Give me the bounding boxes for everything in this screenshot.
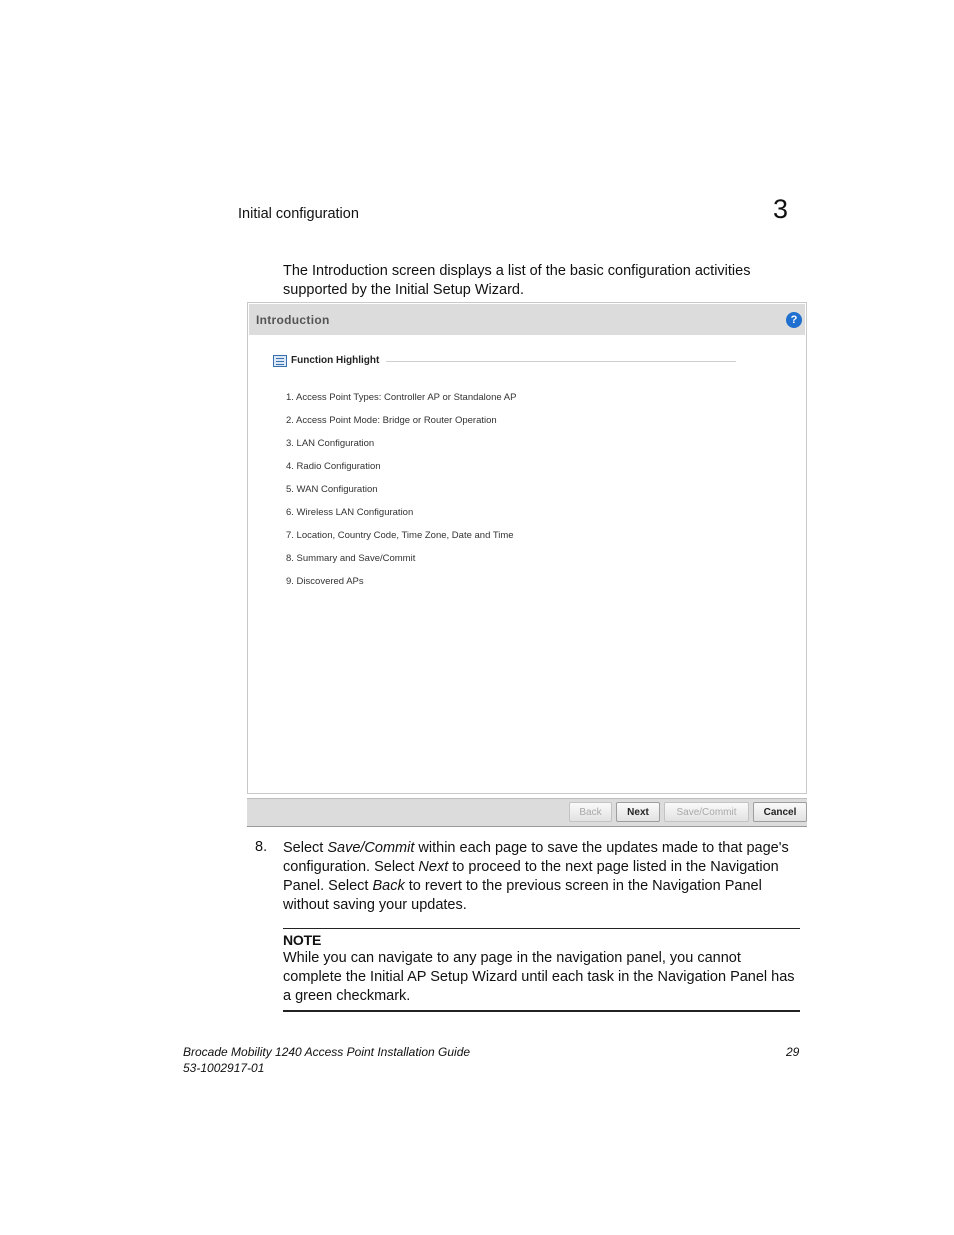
step-number: 8. bbox=[255, 839, 268, 855]
list-item: 1. Access Point Types: Controller AP or Standalone AP bbox=[286, 392, 517, 403]
wizard-titlebar bbox=[249, 304, 805, 335]
section-divider bbox=[386, 361, 736, 362]
list-item: 9. Discovered APs bbox=[286, 576, 364, 587]
intro-paragraph: The Introduction screen displays a list of the basic configuration activities supported by the Initial Setup Wizard. bbox=[283, 263, 751, 298]
step-emphasis: Save/Commit bbox=[327, 840, 415, 856]
function-highlight-label: Function Highlight bbox=[291, 355, 380, 366]
save-commit-button[interactable]: Save/Commit bbox=[664, 802, 749, 822]
wizard-screenshot bbox=[247, 302, 807, 826]
step-text: within each page to save the updates made to that page's configuration. Select bbox=[283, 840, 789, 875]
section-header: Initial configuration bbox=[238, 206, 359, 222]
list-item: 5. WAN Configuration bbox=[286, 484, 378, 495]
help-icon[interactable]: ? bbox=[786, 312, 802, 328]
step-emphasis: Back bbox=[372, 878, 405, 894]
step-text: Select bbox=[283, 840, 328, 856]
note-top-rule bbox=[283, 928, 800, 929]
next-button[interactable]: Next bbox=[616, 802, 660, 822]
cancel-button[interactable]: Cancel bbox=[753, 802, 807, 822]
wizard-frame bbox=[247, 302, 807, 794]
footer-doc-number: 53-1002917-01 bbox=[183, 1061, 265, 1075]
step-text: to revert to the previous screen in the Navigation Panel without saving your updates. bbox=[283, 878, 762, 913]
chapter-number: 3 bbox=[773, 194, 789, 224]
list-item: 7. Location, Country Code, Time Zone, Date and Time bbox=[286, 530, 514, 541]
step-paragraph bbox=[283, 839, 803, 915]
note-body: While you can navigate to any page in the navigation panel, you cannot complete the Initial AP Setup Wizard until each task in the Navigation Panel has a green checkmark. bbox=[283, 950, 795, 1004]
step-text: to proceed to the next page listed in the Navigation Panel. Select bbox=[283, 859, 779, 894]
list-item: 3. LAN Configuration bbox=[286, 438, 375, 449]
wizard-button-bar bbox=[247, 798, 807, 827]
note-heading: NOTE bbox=[283, 932, 322, 948]
step-emphasis: Next bbox=[418, 859, 449, 875]
wizard-title: Introduction bbox=[256, 313, 330, 327]
list-item: 8. Summary and Save/Commit bbox=[286, 553, 416, 564]
list-icon bbox=[273, 355, 287, 367]
back-button[interactable]: Back bbox=[569, 802, 612, 822]
function-list bbox=[286, 391, 516, 598]
list-item: 2. Access Point Mode: Bridge or Router Operation bbox=[286, 415, 497, 426]
page-number: 29 bbox=[786, 1045, 800, 1059]
list-item: 4. Radio Configuration bbox=[286, 461, 381, 472]
note-bottom-rule bbox=[283, 1010, 800, 1012]
footer-title: Brocade Mobility 1240 Access Point Installation Guide bbox=[183, 1045, 471, 1059]
list-item: 6. Wireless LAN Configuration bbox=[286, 507, 414, 518]
